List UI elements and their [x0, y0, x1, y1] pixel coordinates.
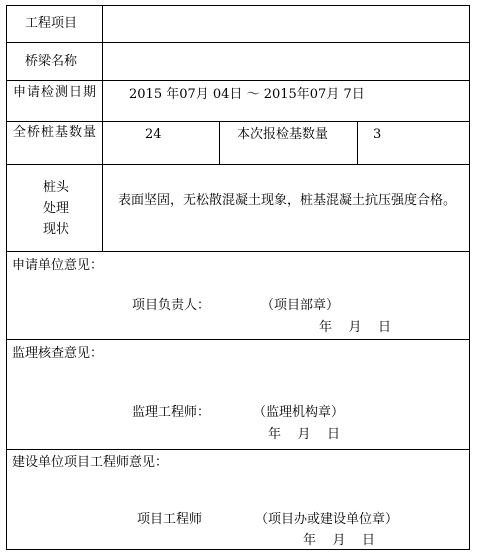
- label-column-rule: [102, 6, 103, 251]
- condition-label-line-1: 桩头: [43, 180, 70, 195]
- applicant-date: 年 月 日: [319, 320, 392, 335]
- owner-date: 年 月 日: [303, 533, 376, 548]
- condition-label-line-2: 处理: [43, 201, 70, 216]
- supervisor-signer-label: 监理工程师：: [132, 405, 211, 420]
- rule-4: [7, 164, 469, 165]
- rule-5: [7, 251, 469, 252]
- inspection-form: [6, 5, 470, 550]
- rule-7: [7, 449, 469, 450]
- rule-1: [7, 42, 469, 43]
- total-piles-label: 全桥桩基数量: [13, 125, 98, 140]
- owner-seal: （项目办或建设单位章）: [255, 512, 399, 527]
- inspection-date-value: 2015 年07月 04日 ～ 2015年07月 7日: [129, 87, 365, 102]
- supervisor-opinion-title: 监理核查意见：: [12, 346, 104, 361]
- bridge-name-label: 桥梁名称: [25, 54, 78, 69]
- applicant-signer-label: 项目负责人：: [132, 298, 211, 313]
- project-label: 工程项目: [25, 16, 78, 31]
- owner-signer-label: 项目工程师: [137, 512, 203, 527]
- supervisor-date: 年 月 日: [268, 427, 341, 442]
- applicant-opinion-title: 申请单位意见：: [12, 258, 104, 273]
- owner-opinion-title: 建设单位项目工程师意见：: [12, 455, 169, 470]
- condition-label-line-3: 现状: [43, 222, 70, 237]
- current-piles-value: 3: [373, 127, 382, 142]
- current-piles-label: 本次报检基数量: [237, 127, 329, 142]
- supervisor-seal: （监理机构章）: [253, 405, 345, 420]
- rule-3: [7, 121, 469, 122]
- total-piles-value: 24: [145, 127, 162, 142]
- pile-count-rule: [219, 121, 220, 164]
- rule-6: [7, 339, 469, 340]
- rule-2: [7, 80, 469, 81]
- current-count-rule: [357, 121, 358, 164]
- inspection-date-label: 申请检测日期: [13, 85, 98, 100]
- condition-value: 表面坚固，无松散混凝土现象，桩基混凝土抗压强度合格。: [117, 193, 456, 208]
- applicant-seal: （项目部章）: [261, 298, 340, 313]
